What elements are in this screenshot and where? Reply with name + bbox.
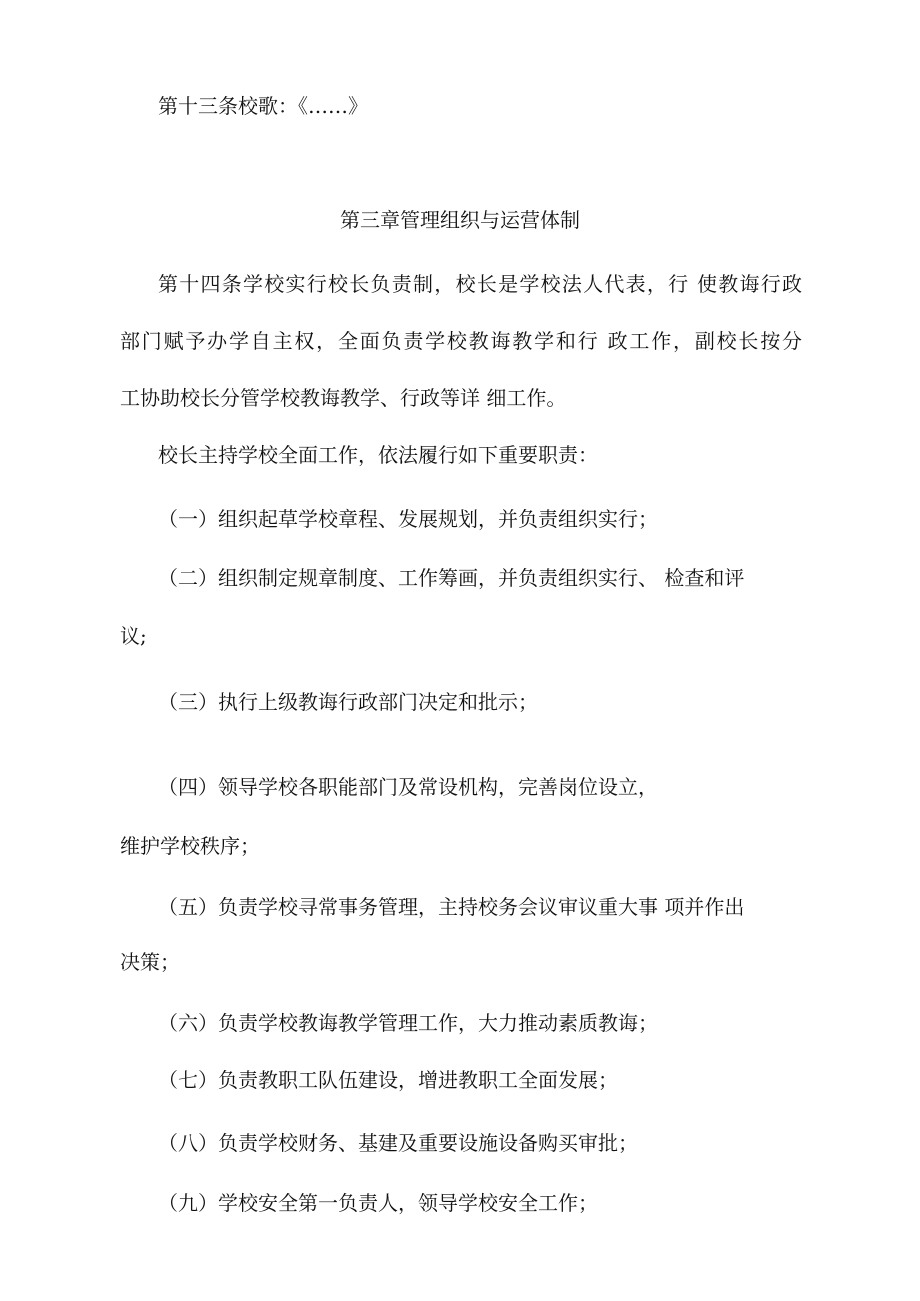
article-14-line-1: 第十四条学校实行校长负责制，校长是学校法人代表，行 使教诲行政	[158, 272, 802, 296]
duty-item-6: （六）负责学校教诲教学管理工作，大力推动素质教诲；	[158, 1011, 658, 1035]
duty-item-4-line-1: （四）领导学校各职能部门及常设机构，完善岗位设立，	[158, 775, 658, 799]
duty-item-3: （三）执行上级教诲行政部门决定和批示；	[158, 690, 538, 714]
article-14-line-3: 工协助校长分管学校教诲教学、行政等详 细工作。	[120, 386, 567, 410]
duty-item-2-line-1: （二）组织制定规章制度、工作筹画，并负责组织实行、 检查和评	[158, 566, 745, 590]
article-14-line-2: 部门赋予办学自主权，全面负责学校教诲教学和行 政工作，副校长按分	[120, 329, 802, 353]
duty-item-8: （八）负责学校财务、基建及重要设施设备购买审批；	[158, 1131, 638, 1155]
duty-item-7: （七）负责教职工队伍建设，增进教职工全面发展；	[158, 1068, 618, 1092]
duty-item-5-line-2: 决策；	[120, 950, 180, 974]
duty-item-9: （九）学校安全第一负责人，领导学校安全工作；	[158, 1191, 598, 1215]
chapter-3-heading: 第三章管理组织与运营体制	[340, 208, 580, 232]
duty-item-1: （一）组织起草学校章程、发展规划，并负责组织实行；	[158, 507, 658, 531]
duty-item-2-line-2: 议;	[120, 624, 147, 648]
duty-item-5-line-1: （五）负责学校寻常事务管理，主持校务会议审议重大事 项并作出	[158, 895, 745, 919]
principal-duties-intro: 校长主持学校全面工作，依法履行如下重要职责：	[158, 443, 598, 467]
duty-item-4-line-2: 维护学校秩序；	[120, 834, 260, 858]
article-13-school-song: 第十三条校歌：《……》	[158, 94, 368, 118]
